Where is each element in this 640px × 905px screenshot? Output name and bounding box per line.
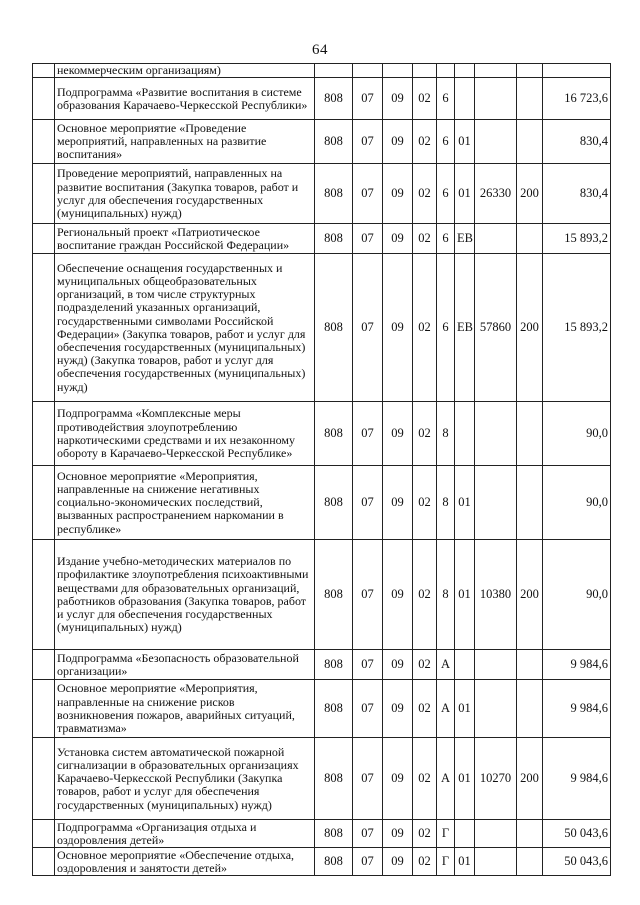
expense-direction-cell: [475, 650, 517, 680]
row-margin-cell: [33, 254, 55, 402]
subprogram-code-cell: Г: [437, 820, 455, 848]
amount-cell: 9 984,6: [543, 680, 611, 738]
activity-code-cell: [455, 650, 475, 680]
subprogram-code-cell: А: [437, 680, 455, 738]
row-margin-cell: [33, 680, 55, 738]
expense-direction-cell: [475, 466, 517, 540]
subsection-code-cell: 09: [383, 820, 413, 848]
expense-direction-cell: 26330: [475, 164, 517, 224]
expense-type-cell: [517, 120, 543, 164]
program-code-cell: 02: [413, 680, 437, 738]
activity-code-cell: 01: [455, 738, 475, 820]
amount-cell: 830,4: [543, 164, 611, 224]
program-code-cell: 02: [413, 848, 437, 876]
program-code-cell: 02: [413, 738, 437, 820]
expense-direction-cell: [475, 64, 517, 78]
item-name-cell: Региональный проект «Патриотическое воспитание граждан Российской Федерации»: [55, 224, 315, 254]
item-name-cell: Подпрограмма «Безопасность образовательной организации»: [55, 650, 315, 680]
item-name-cell: Издание учебно-методических материалов по профилактике злоупотребления психоактивными веществами для образовательных организаций, работников образования (Закупка товаров, работ и услуг для обеспечения государственных (муниципальных) нужд): [55, 540, 315, 650]
amount-cell: 90,0: [543, 466, 611, 540]
activity-code-cell: [455, 64, 475, 78]
expense-type-cell: [517, 64, 543, 78]
subprogram-code-cell: 6: [437, 120, 455, 164]
expense-direction-cell: [475, 680, 517, 738]
subprogram-code-cell: 6: [437, 78, 455, 120]
table-row: [33, 120, 611, 164]
subprogram-code-cell: 8: [437, 402, 455, 466]
table-row: [33, 466, 611, 540]
program-code-cell: 02: [413, 164, 437, 224]
table-row: [33, 78, 611, 120]
activity-code-cell: 01: [455, 164, 475, 224]
table-row: [33, 224, 611, 254]
section-code-cell: 07: [353, 78, 383, 120]
table-row: [33, 164, 611, 224]
item-name-cell: Основное мероприятие «Мероприятия, направленные на снижение рисков возникновения пожаров, аварийных ситуаций, травматизма»: [55, 680, 315, 738]
table-row: [33, 64, 611, 78]
expense-type-cell: [517, 224, 543, 254]
ministry-code-cell: 808: [315, 650, 353, 680]
subsection-code-cell: 09: [383, 120, 413, 164]
activity-code-cell: ЕВ: [455, 224, 475, 254]
ministry-code-cell: 808: [315, 120, 353, 164]
row-margin-cell: [33, 224, 55, 254]
row-margin-cell: [33, 120, 55, 164]
activity-code-cell: 01: [455, 120, 475, 164]
section-code-cell: 07: [353, 254, 383, 402]
subprogram-code-cell: [437, 64, 455, 78]
program-code-cell: 02: [413, 650, 437, 680]
expense-direction-cell: [475, 848, 517, 876]
ministry-code-cell: [315, 64, 353, 78]
amount-cell: 15 893,2: [543, 224, 611, 254]
ministry-code-cell: 808: [315, 540, 353, 650]
program-code-cell: 02: [413, 402, 437, 466]
subsection-code-cell: 09: [383, 224, 413, 254]
budget-table: [32, 63, 611, 876]
item-name-cell: Подпрограмма «Организация отдыха и оздоровления детей»: [55, 820, 315, 848]
ministry-code-cell: 808: [315, 402, 353, 466]
activity-code-cell: [455, 78, 475, 120]
item-name-cell: Обеспечение оснащения государственных и муниципальных общеобразовательных организаций, в том числе структурных подразделений указанных организаций, государственными символами Российской Федерации» (Закупка товаров, работ и услуг для обеспечения государственных (муниципальных) нужд) (Закупка товаров, работ и услуг для обеспечения государственных (муниципальных) нужд): [55, 254, 315, 402]
item-name-cell: Основное мероприятие «Проведение мероприятий, направленных на развитие воспитания»: [55, 120, 315, 164]
ministry-code-cell: 808: [315, 164, 353, 224]
activity-code-cell: 01: [455, 466, 475, 540]
ministry-code-cell: 808: [315, 680, 353, 738]
table-row: [33, 540, 611, 650]
activity-code-cell: [455, 402, 475, 466]
program-code-cell: 02: [413, 78, 437, 120]
row-margin-cell: [33, 848, 55, 876]
amount-cell: 50 043,6: [543, 848, 611, 876]
ministry-code-cell: 808: [315, 254, 353, 402]
expense-direction-cell: [475, 224, 517, 254]
subsection-code-cell: 09: [383, 738, 413, 820]
program-code-cell: 02: [413, 224, 437, 254]
activity-code-cell: 01: [455, 540, 475, 650]
ministry-code-cell: 808: [315, 848, 353, 876]
table-row: [33, 820, 611, 848]
expense-direction-cell: 10380: [475, 540, 517, 650]
expense-type-cell: [517, 466, 543, 540]
expense-direction-cell: [475, 78, 517, 120]
section-code-cell: 07: [353, 466, 383, 540]
section-code-cell: 07: [353, 650, 383, 680]
row-margin-cell: [33, 164, 55, 224]
activity-code-cell: [455, 820, 475, 848]
expense-type-cell: 200: [517, 254, 543, 402]
amount-cell: 9 984,6: [543, 738, 611, 820]
section-code-cell: 07: [353, 680, 383, 738]
subprogram-code-cell: 8: [437, 466, 455, 540]
subprogram-code-cell: 6: [437, 254, 455, 402]
activity-code-cell: 01: [455, 680, 475, 738]
amount-cell: 90,0: [543, 540, 611, 650]
subsection-code-cell: 09: [383, 254, 413, 402]
amount-cell: 9 984,6: [543, 650, 611, 680]
subsection-code-cell: 09: [383, 680, 413, 738]
activity-code-cell: 01: [455, 848, 475, 876]
ministry-code-cell: 808: [315, 224, 353, 254]
program-code-cell: 02: [413, 466, 437, 540]
table-row: [33, 738, 611, 820]
section-code-cell: 07: [353, 848, 383, 876]
page-number: 64: [312, 42, 328, 58]
subsection-code-cell: 09: [383, 650, 413, 680]
expense-type-cell: [517, 820, 543, 848]
table-row: [33, 848, 611, 876]
item-name-cell: Подпрограмма «Комплексные меры противодействия злоупотреблению наркотическими средствами и их незаконному обороту в Карачаево-Черкесской Республике»: [55, 402, 315, 466]
subsection-code-cell: 09: [383, 78, 413, 120]
amount-cell: 90,0: [543, 402, 611, 466]
expense-type-cell: [517, 680, 543, 738]
expense-type-cell: [517, 402, 543, 466]
row-margin-cell: [33, 402, 55, 466]
section-code-cell: 07: [353, 820, 383, 848]
section-code-cell: 07: [353, 164, 383, 224]
ministry-code-cell: 808: [315, 466, 353, 540]
row-margin-cell: [33, 64, 55, 78]
subprogram-code-cell: А: [437, 650, 455, 680]
subsection-code-cell: 09: [383, 848, 413, 876]
amount-cell: [543, 64, 611, 78]
expense-direction-cell: [475, 120, 517, 164]
ministry-code-cell: 808: [315, 820, 353, 848]
amount-cell: 50 043,6: [543, 820, 611, 848]
subprogram-code-cell: 6: [437, 164, 455, 224]
expense-type-cell: [517, 78, 543, 120]
amount-cell: 830,4: [543, 120, 611, 164]
subsection-code-cell: 09: [383, 164, 413, 224]
item-name-cell: некоммерческим организациям): [55, 64, 315, 78]
item-name-cell: Установка систем автоматической пожарной сигнализации в образовательных организациях Карачаево-Черкесской Республики (Закупка товаров, работ и услуг для обеспечения государственных (муниципальных) нужд): [55, 738, 315, 820]
row-margin-cell: [33, 820, 55, 848]
program-code-cell: 02: [413, 120, 437, 164]
subsection-code-cell: [383, 64, 413, 78]
table-row: [33, 650, 611, 680]
section-code-cell: 07: [353, 120, 383, 164]
expense-type-cell: [517, 650, 543, 680]
expense-direction-cell: [475, 402, 517, 466]
subprogram-code-cell: А: [437, 738, 455, 820]
amount-cell: 15 893,2: [543, 254, 611, 402]
subprogram-code-cell: Г: [437, 848, 455, 876]
expense-direction-cell: [475, 820, 517, 848]
item-name-cell: Проведение мероприятий, направленных на развитие воспитания (Закупка товаров, работ и услуг для обеспечения государственных (муниципальных) нужд): [55, 164, 315, 224]
expense-type-cell: 200: [517, 540, 543, 650]
expense-type-cell: [517, 848, 543, 876]
subsection-code-cell: 09: [383, 466, 413, 540]
section-code-cell: [353, 64, 383, 78]
row-margin-cell: [33, 466, 55, 540]
row-margin-cell: [33, 78, 55, 120]
budget-table-body: [33, 64, 611, 876]
expense-type-cell: 200: [517, 738, 543, 820]
ministry-code-cell: 808: [315, 78, 353, 120]
section-code-cell: 07: [353, 402, 383, 466]
subsection-code-cell: 09: [383, 540, 413, 650]
item-name-cell: Основное мероприятие «Обеспечение отдыха, оздоровления и занятости детей»: [55, 848, 315, 876]
program-code-cell: 02: [413, 820, 437, 848]
activity-code-cell: ЕВ: [455, 254, 475, 402]
row-margin-cell: [33, 738, 55, 820]
expense-direction-cell: 10270: [475, 738, 517, 820]
amount-cell: 16 723,6: [543, 78, 611, 120]
item-name-cell: Подпрограмма «Развитие воспитания в системе образования Карачаево-Черкесской Республики»: [55, 78, 315, 120]
subprogram-code-cell: 6: [437, 224, 455, 254]
ministry-code-cell: 808: [315, 738, 353, 820]
program-code-cell: 02: [413, 254, 437, 402]
item-name-cell: Основное мероприятие «Мероприятия, направленные на снижение негативных социально-экономических последствий, вызванных распространением наркомании в республике»: [55, 466, 315, 540]
row-margin-cell: [33, 650, 55, 680]
program-code-cell: [413, 64, 437, 78]
section-code-cell: 07: [353, 224, 383, 254]
section-code-cell: 07: [353, 540, 383, 650]
row-margin-cell: [33, 540, 55, 650]
expense-direction-cell: 57860: [475, 254, 517, 402]
subsection-code-cell: 09: [383, 402, 413, 466]
subprogram-code-cell: 8: [437, 540, 455, 650]
table-row: [33, 402, 611, 466]
program-code-cell: 02: [413, 540, 437, 650]
table-row: [33, 254, 611, 402]
section-code-cell: 07: [353, 738, 383, 820]
expense-type-cell: 200: [517, 164, 543, 224]
table-row: [33, 680, 611, 738]
